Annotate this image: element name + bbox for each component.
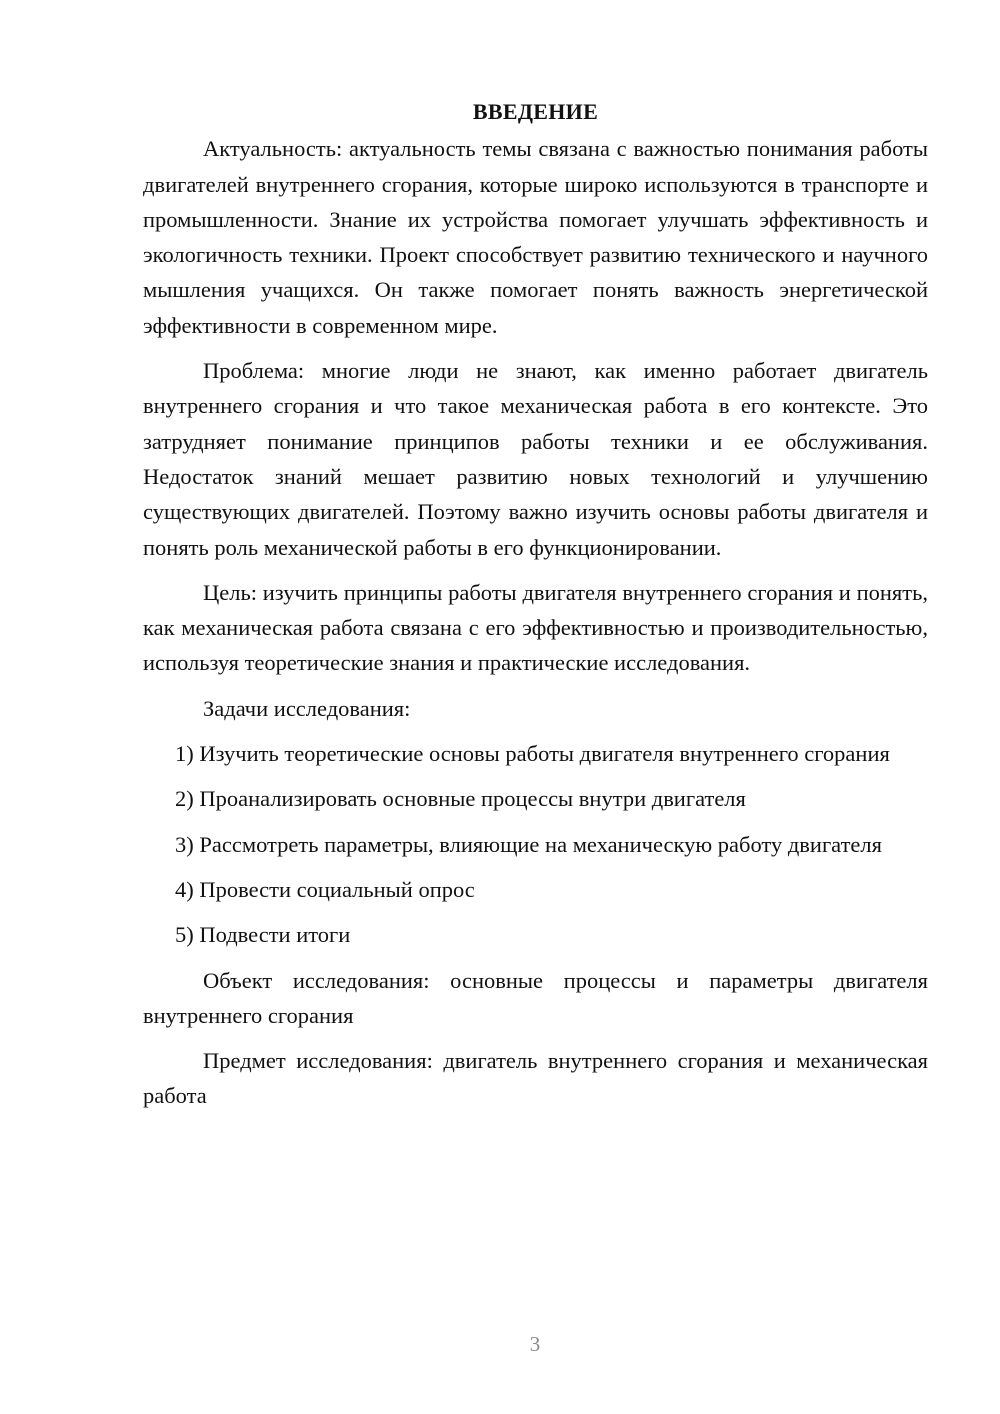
relevance-paragraph: Актуальность: актуальность темы связана с важностью понимания работы двигателей внутреннего сгорания, которые широко используются в транспорте и промышленности. Знание их устройства помогает улучшать эффективность и экологичность техники. Проект способствует развитию технического и научного мышления учащихся. Он также помогает понять важность энергетической эффективности в современном мире. bbox=[143, 136, 928, 338]
task-item-1: 1) Изучить теоретические основы работы двигателя внутреннего сгорания bbox=[175, 741, 890, 767]
tasks-title: Задачи исследования: bbox=[203, 695, 411, 721]
task-item-5: 5) Подвести итоги bbox=[175, 922, 351, 948]
object-paragraph: Объект исследования: основные процессы и параметры двигателя внутреннего сгорания bbox=[143, 967, 928, 1028]
document-page bbox=[143, 94, 928, 1124]
task-item-2: 2) Проанализировать основные процессы внутри двигателя bbox=[175, 786, 746, 812]
task-item-4: 4) Провести социальный опрос bbox=[175, 876, 475, 902]
task-item-3: 3) Рассмотреть параметры, влияющие на механическую работу двигателя bbox=[175, 831, 882, 857]
problem-paragraph: Проблема: многие люди не знают, как именно работает двигатель внутреннего сгорания и что такое механическая работа в его контексте. Это затрудняет понимание принципов работы техники и ее обслуживания. Недостаток знаний мешает развитию новых технологий и улучшению существующих двигателей. Поэтому важно изучить основы работы двигателя и понять роль механической работы в его функционировании. bbox=[143, 358, 928, 560]
page-number: 3 bbox=[529, 1332, 541, 1356]
section-heading: ВВЕДЕНИЕ bbox=[472, 99, 599, 124]
subject-paragraph: Предмет исследования: двигатель внутреннего сгорания и механическая работа bbox=[143, 1048, 928, 1109]
goal-paragraph: Цель: изучить принципы работы двигателя внутреннего сгорания и понять, как механическая работа связана с его эффективностью и производительностью, используя теоретические знания и практические исследования. bbox=[143, 579, 928, 676]
